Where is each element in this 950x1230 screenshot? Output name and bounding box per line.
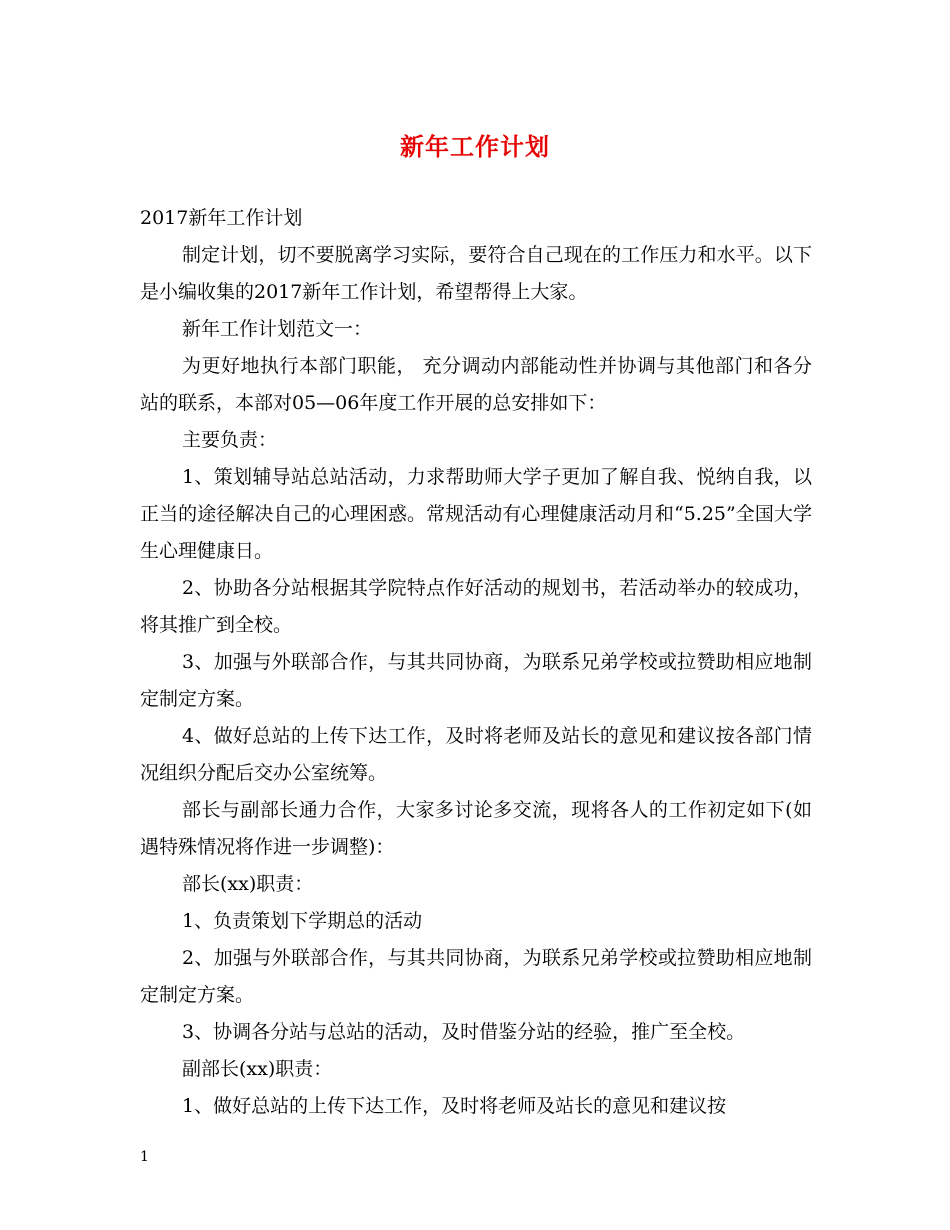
paragraph-vice-minister-duty-1: 1、做好总站的上传下达工作，及时将老师及站长的意见和建议按 — [182, 1095, 727, 1117]
paragraph-intro: 制定计划，切不要脱离学习实际，要符合自己现在的工作压力和水平。以下是小编收集的2017新年工作计划，希望帮得上大家。 — [140, 244, 812, 303]
paragraph-duty-4: 4、做好总站的上传下达工作，及时将老师及站长的意见和建议按各部门情况组织分配后交办公室统筹。 — [140, 725, 812, 784]
paragraph-main-duties-heading: 主要负责： — [182, 429, 278, 451]
page-number: 1 — [140, 1149, 149, 1165]
paragraph-overview: 为更好地执行本部门职能， 充分调动内部能动性并协调与其他部门和各分站的联系，本部对05—06年度工作开展的总安排如下： — [140, 355, 812, 414]
paragraph-cooperation: 部长与副部长通力合作，大家多讨论多交流，现将各人的工作初定如下(如遇特殊情况将作进一步调整)： — [140, 799, 812, 858]
paragraph-minister-duty-1: 1、负责策划下学期总的活动 — [182, 910, 423, 932]
paragraph-duty-1: 1、策划辅导站总站活动，力求帮助师大学子更加了解自我、悦纳自我，以正当的途径解决自己的心理困惑。常规活动有心理健康活动月和“5.25”全国大学生心理健康日。 — [140, 466, 812, 562]
paragraph-sample-heading: 新年工作计划范文一： — [182, 318, 373, 340]
paragraph-minister-heading: 部长(xx)职责： — [182, 873, 314, 895]
paragraph-minister-duty-3: 3、协调各分站与总站的活动，及时借鉴分站的经验，推广至全校。 — [182, 1021, 746, 1043]
paragraph-duty-2: 2、协助各分站根据其学院特点作好活动的规划书，若活动举办的较成功，将其推广到全校。 — [140, 577, 812, 636]
paragraph-duty-3: 3、加强与外联部合作，与其共同协商，为联系兄弟学校或拉赞助相应地制定制定方案。 — [140, 651, 812, 710]
document-body — [140, 200, 812, 1125]
paragraph-vice-minister-heading: 副部长(xx)职责： — [182, 1058, 333, 1080]
paragraph-subtitle: 2017新年工作计划 — [140, 207, 303, 229]
paragraph-minister-duty-2: 2、加强与外联部合作，与其共同协商，为联系兄弟学校或拉赞助相应地制定制定方案。 — [140, 947, 812, 1006]
document-title: 新年工作计划 — [400, 132, 550, 161]
